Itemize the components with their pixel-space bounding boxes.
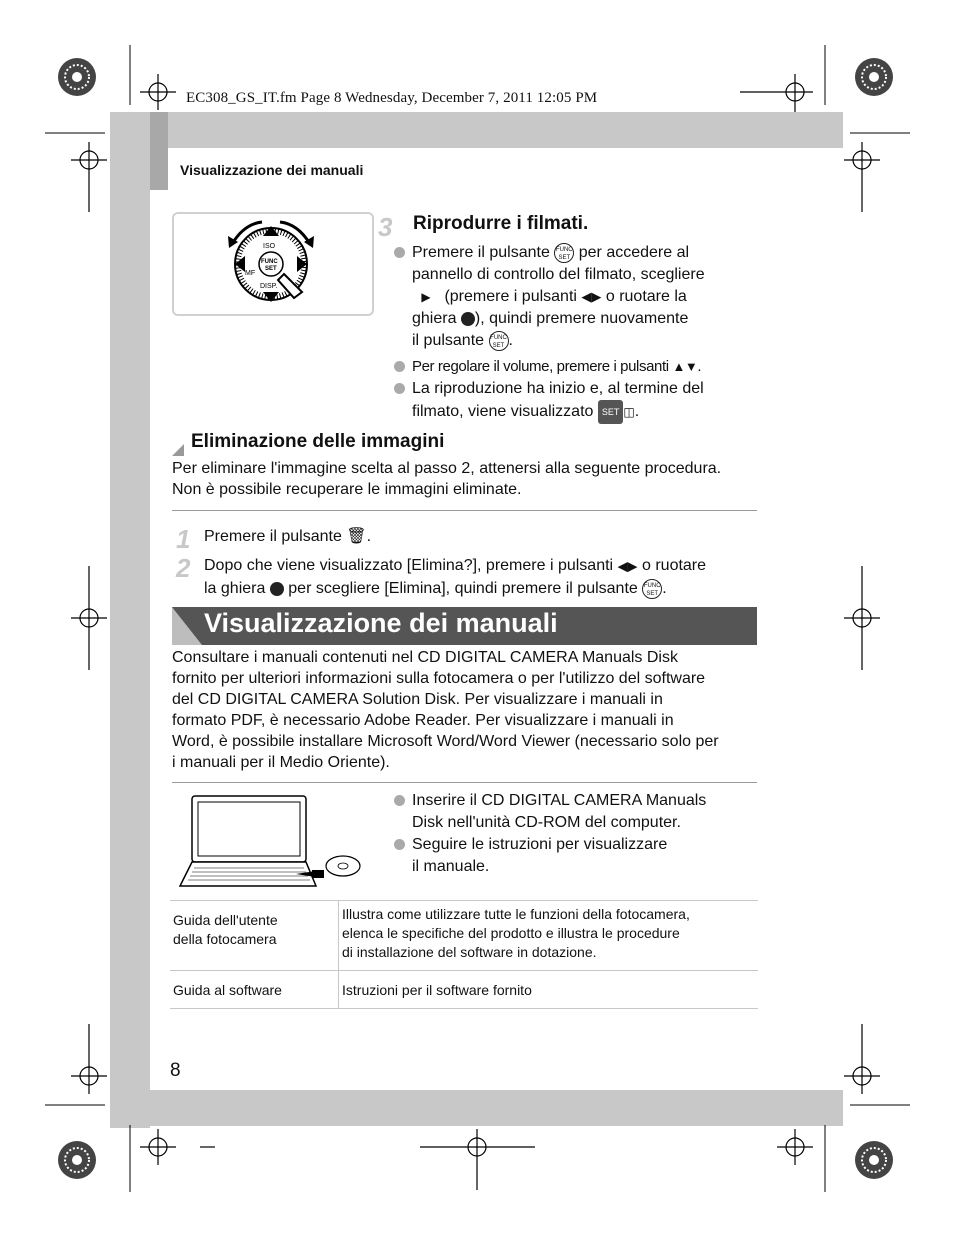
left-right-arrows-icon: ◀▶ bbox=[581, 289, 602, 304]
step3-bullet3: La riproduzione ha inizio e, al termine del filmato, viene visualizzato SET ◫. bbox=[412, 378, 757, 424]
divider bbox=[172, 782, 757, 783]
mf-label: MF bbox=[245, 270, 256, 277]
printer-header: EC308_GS_IT.fm Page 8 Wednesday, December 7, 2011 12:05 PM bbox=[186, 90, 598, 106]
bullet-dot bbox=[394, 247, 405, 258]
delete-step1: Premere il pulsante 🗑. bbox=[204, 528, 372, 545]
manuals-paragraph: Consultare i manuali contenuti nel CD DIGITAL CAMERA Manuals Disk fornito per ulteriori informazioni sulla fotocamera o per l'utilizzo del software del CD DIGITAL CAMERA Solution Disk. Per visualizzare i manuali in formato PDF, è necessario Adobe Reader. Per visualizzare i manuali in Word, è possibile installare Microsoft Word/Word Viewer (necessario solo per i manuali per il Medio Oriente). bbox=[172, 649, 719, 771]
step3-number: 3 bbox=[378, 212, 393, 242]
delete-step1-number: 1 bbox=[176, 524, 191, 554]
set-movie-icon: SET bbox=[598, 400, 624, 424]
table-cell-name: Guida dell'utente della fotocamera bbox=[170, 901, 339, 971]
delete-intro-2: Non è possibile recuperare le immagini eliminate. bbox=[172, 481, 522, 498]
bullet-dot bbox=[394, 795, 405, 806]
page-number: 8 bbox=[170, 1060, 181, 1081]
section-marker-icon bbox=[172, 444, 184, 456]
running-head: Visualizzazione dei manuali bbox=[180, 162, 364, 178]
left-right-arrows-icon: ◀▶ bbox=[617, 558, 638, 574]
bullet-dot bbox=[394, 361, 405, 372]
control-dial-icon bbox=[174, 214, 372, 314]
manuals-table bbox=[170, 900, 758, 1009]
delete-step2-number: 2 bbox=[176, 553, 191, 583]
disp-label: DISP. bbox=[260, 283, 278, 290]
table-row bbox=[170, 971, 758, 1009]
func-set-button-icon: FUNC SET bbox=[554, 243, 574, 263]
table-cell-desc: Istruzioni per il software fornito bbox=[339, 971, 759, 1009]
iso-label: ISO bbox=[263, 243, 276, 250]
func-label: FUNC bbox=[261, 259, 278, 265]
dial-icon bbox=[461, 312, 475, 326]
dial-icon bbox=[270, 582, 284, 596]
bullet-dot bbox=[394, 839, 405, 850]
movie-icon: ◫ bbox=[623, 405, 635, 420]
cd-disc-icon bbox=[326, 856, 360, 876]
set-label: SET bbox=[265, 266, 277, 272]
table-cell-desc: Illustra come utilizzare tutte le funzioni della fotocamera, elenca le specifiche del prodotto e illustra le procedure di installazione del software in dotazione. bbox=[339, 901, 759, 971]
laptop-cd-illustration bbox=[172, 792, 372, 892]
table-row bbox=[170, 901, 758, 971]
manuals-bullet1: Inserire il CD DIGITAL CAMERA Manuals Disk nell'unità CD-ROM del computer. bbox=[412, 790, 757, 834]
func-set-button-icon: FUNC SET bbox=[642, 579, 662, 599]
up-down-arrows-icon: ▲▼ bbox=[672, 359, 698, 375]
trash-icon: 🗑 bbox=[346, 528, 367, 545]
step3-bullet2: Per regolare il volume, premere i pulsanti ▲▼. bbox=[412, 356, 757, 378]
table-cell-name: Guida al software bbox=[170, 971, 339, 1009]
step3-bullet1: Premere il pulsante FUNC SET per accedere al pannello di controllo del filmato, scegliere ▶ (premere i pulsanti ◀▶ o ruotare la ghiera ), quindi premere nuovamente il pulsante FUNC SET . bbox=[412, 242, 757, 352]
section-bar-triangle bbox=[172, 607, 202, 645]
delete-step2: Dopo che viene visualizzato [Elimina?], premere i pulsanti ◀▶ o ruotare la ghiera per scegliere [Elimina], quindi premere il pulsante FUNC SET . bbox=[204, 557, 707, 598]
bullet-dot bbox=[394, 383, 405, 394]
manuals-bullet2: Seguire le istruzioni per visualizzare il manuale. bbox=[412, 834, 757, 878]
delete-intro-1: Per eliminare l'immagine scelta al passo 2, attenersi alla seguente procedura. bbox=[172, 460, 722, 477]
step3-title: Riprodurre i filmati. bbox=[413, 213, 589, 234]
movie-play-icon: ▶ bbox=[421, 290, 431, 305]
delete-section-title: Eliminazione delle immagini bbox=[191, 431, 445, 452]
func-set-button-icon: FUNC SET bbox=[489, 331, 509, 351]
manuals-section-title: Visualizzazione dei manuali bbox=[204, 608, 558, 638]
control-dial-illustration bbox=[172, 212, 374, 316]
divider bbox=[172, 510, 757, 511]
